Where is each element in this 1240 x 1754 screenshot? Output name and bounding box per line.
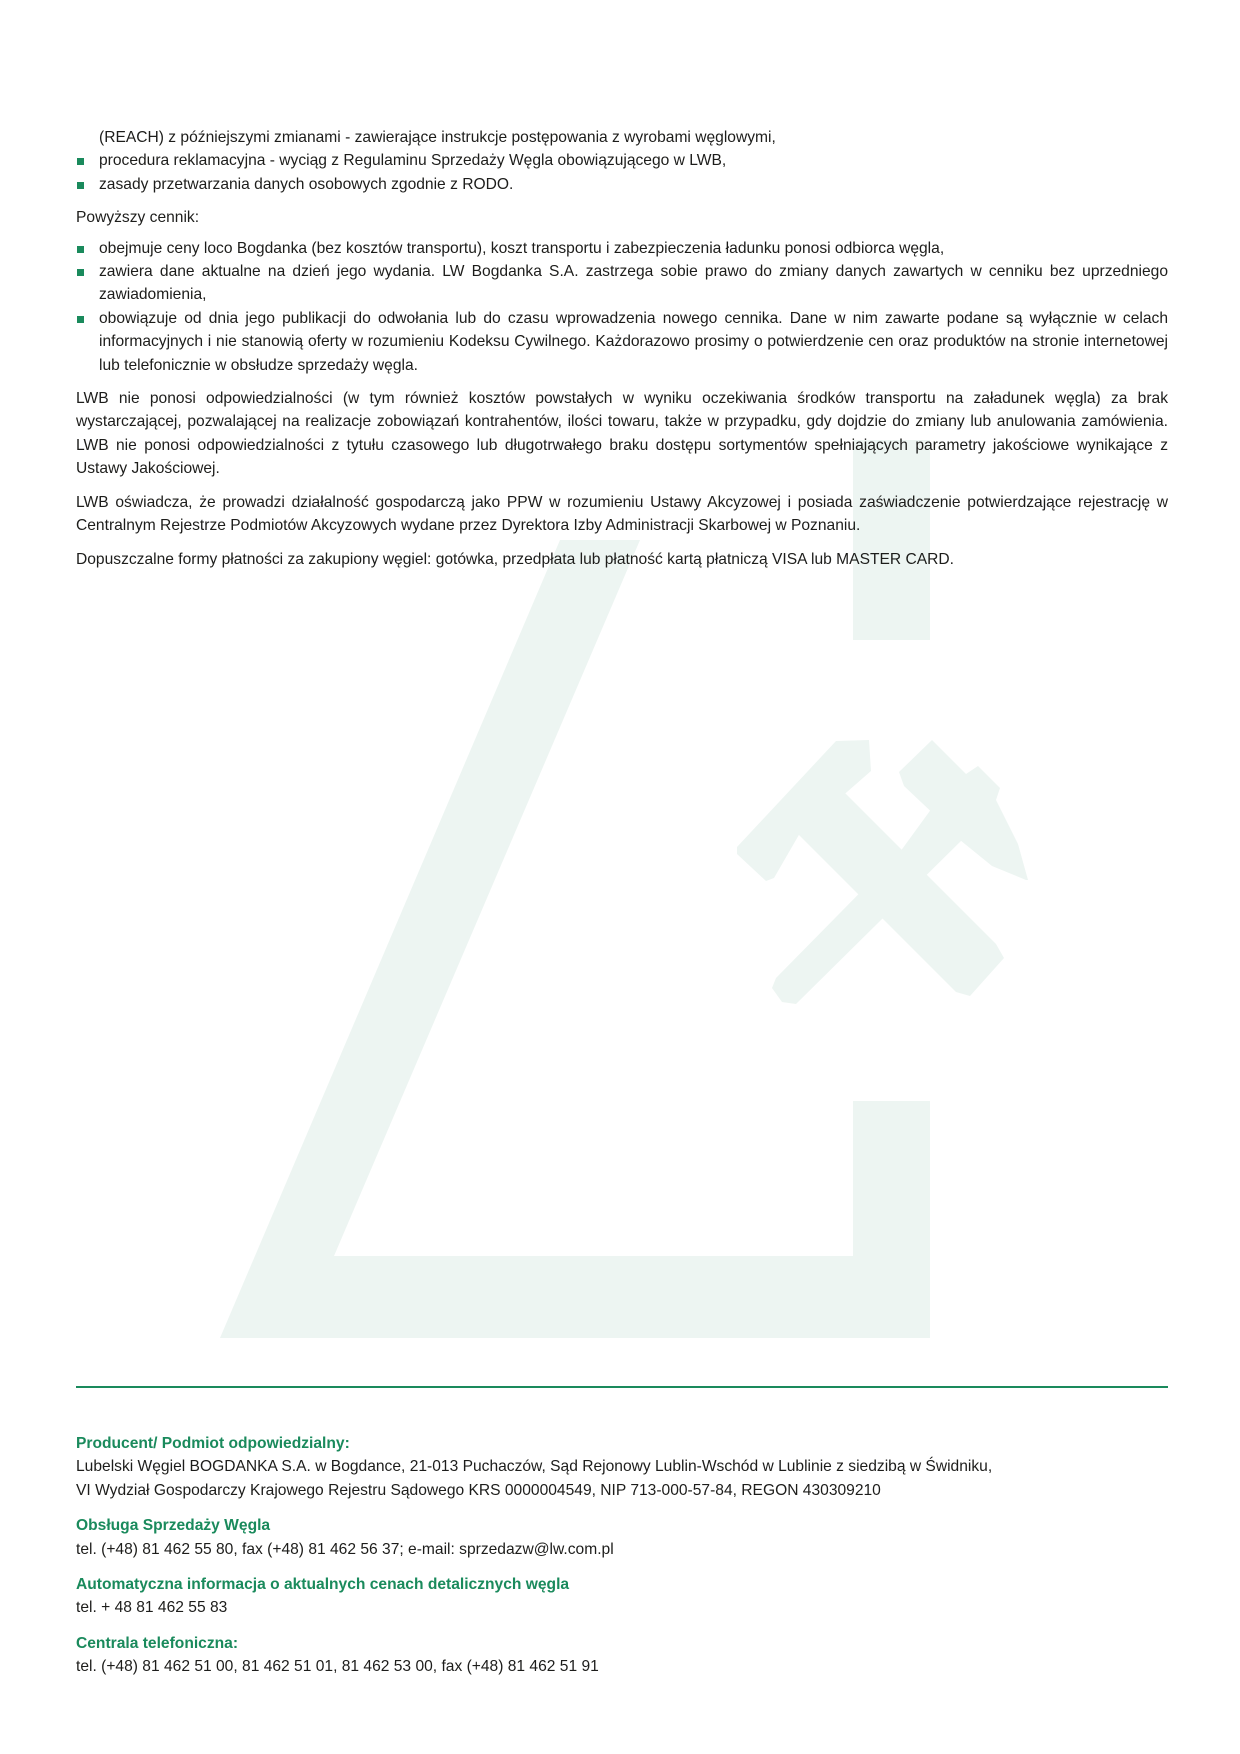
- switchboard-heading: Centrala telefoniczna:: [76, 1634, 239, 1652]
- list-item: [76, 126, 1168, 149]
- logo-lower-bar: [853, 1101, 930, 1338]
- sales-email-link[interactable]: sprzedazw@lw.com.pl: [459, 1540, 614, 1558]
- cennik-intro: Powyższy cennik:: [76, 209, 200, 227]
- list-item: [76, 307, 1168, 377]
- producer-block: [76, 1432, 1176, 1502]
- list-item-text: obowiązuje od dnia jego publikacji do odwołania lub do czasu wprowadzenia nowego cennika. Dane w nim zawarte podane są wyłącznie w celach informacyjnych i nie stanowią oferty w rozumieniu Kodeksu Cywilnego. Każdorazowo prosimy o potwierdzenie cen oraz produktów na stronie internetowej lub telefonicznie w obsłudze sprzedaży węgla.: [99, 309, 1168, 374]
- switchboard-phones: tel. (+48) 81 462 51 00, 81 462 51 01, 81 462 53 00, fax (+48) 81 462 51 91: [76, 1658, 599, 1676]
- producer-line-2: VI Wydział Gospodarczy Krajowego Rejestru Sądowego KRS 0000004549, NIP 713-000-57-84, REGON 430309210: [76, 1481, 881, 1499]
- liability-paragraph: LWB nie ponosi odpowiedzialności (w tym również kosztów powstałych w wyniku oczekiwania środków transportu na załadunek węgla) za brak wystarczającej, pozwalającej na realizacje zobowiązań kontrahentów, ilości towaru, także w przypadku, gdy dojdzie do zmiany lub anulowania zamówienia. LWB nie ponosi odpowiedzialności z tytułu czasowego lub długotrwałego braku dostępu sortymentów spełniających parametry jakościowe wynikające z Ustawy Jakościowej.: [76, 390, 1168, 478]
- list-item-text: procedura reklamacyjna - wyciąg z Regulaminu Sprzedaży Węgla obowiązującego w LWB,: [99, 152, 727, 170]
- square-bullet-icon: [77, 182, 84, 189]
- list-item: [76, 237, 1168, 260]
- square-bullet-icon: [77, 246, 84, 253]
- square-bullet-icon: [77, 158, 84, 165]
- document-body: [76, 126, 1168, 571]
- sales-phone-fax: tel. (+48) 81 462 55 80, fax (+48) 81 462 56 37; e-mail:: [76, 1540, 460, 1558]
- requirements-list: [76, 126, 1168, 196]
- auto-info-block: [76, 1573, 1176, 1620]
- logo-diagonal-stroke: [220, 540, 854, 1338]
- list-item-text: (REACH) z późniejszymi zmianami - zawierające instrukcje postępowania z wyrobami węglowymi,: [99, 129, 776, 146]
- payment-paragraph: Dopuszczalne formy płatności za zakupiony węgiel: gotówka, przedpłata lub płatność kartą płatniczą VISA lub MASTER CARD.: [76, 550, 955, 568]
- cennik-list: [76, 237, 1168, 377]
- excise-paragraph: LWB oświadcza, że prowadzi działalność gospodarczą jako PPW w rozumieniu Ustawy Akcyzowej i posiada zaświadczenie potwierdzające rejestrację w Centralnym Rejestrze Podmiotów Akcyzowych wydane przez Dyrektora Izby Administracji Skarbowej w Poznaniu.: [76, 493, 1168, 535]
- switchboard-block: [76, 1632, 1176, 1679]
- list-item-text: zawiera dane aktualne na dzień jego wydania. LW Bogdanka S.A. zastrzega sobie prawo do zmiany danych zawartych w cenniku bez uprzedniego zawiadomienia,: [99, 263, 1168, 304]
- sales-heading: Obsługa Sprzedaży Węgla: [76, 1517, 271, 1535]
- list-item-text: zasady przetwarzania danych osobowych zgodnie z RODO.: [99, 175, 514, 193]
- crossed-hammers-icon: [737, 740, 1028, 1004]
- list-item: [76, 173, 1168, 196]
- sales-block: [76, 1514, 1176, 1561]
- producer-line-1: Lubelski Węgiel BOGDANKA S.A. w Bogdance, 21-013 Puchaczów, Sąd Rejonowy Lublin-Wschód w Lublinie z siedzibą w Świdniku,: [76, 1458, 993, 1476]
- square-bullet-icon: [77, 316, 84, 323]
- footer-divider: [76, 1386, 1168, 1388]
- list-item: [76, 260, 1168, 307]
- auto-info-heading: Automatyczna informacja o aktualnych cenach detalicznych węgla: [76, 1576, 570, 1594]
- list-item: [76, 149, 1168, 172]
- footer-contacts: [76, 1432, 1176, 1691]
- sales-contact-line: [76, 1538, 1176, 1561]
- list-item-text: obejmuje ceny loco Bogdanka (bez kosztów transportu), koszt transportu i zabezpieczenia ładunku ponosi odbiorca węgla,: [99, 239, 945, 257]
- square-bullet-icon: [77, 269, 84, 276]
- auto-info-phone: tel. + 48 81 462 55 83: [76, 1599, 228, 1617]
- producer-heading: Producent/ Podmiot odpowiedzialny:: [76, 1435, 350, 1452]
